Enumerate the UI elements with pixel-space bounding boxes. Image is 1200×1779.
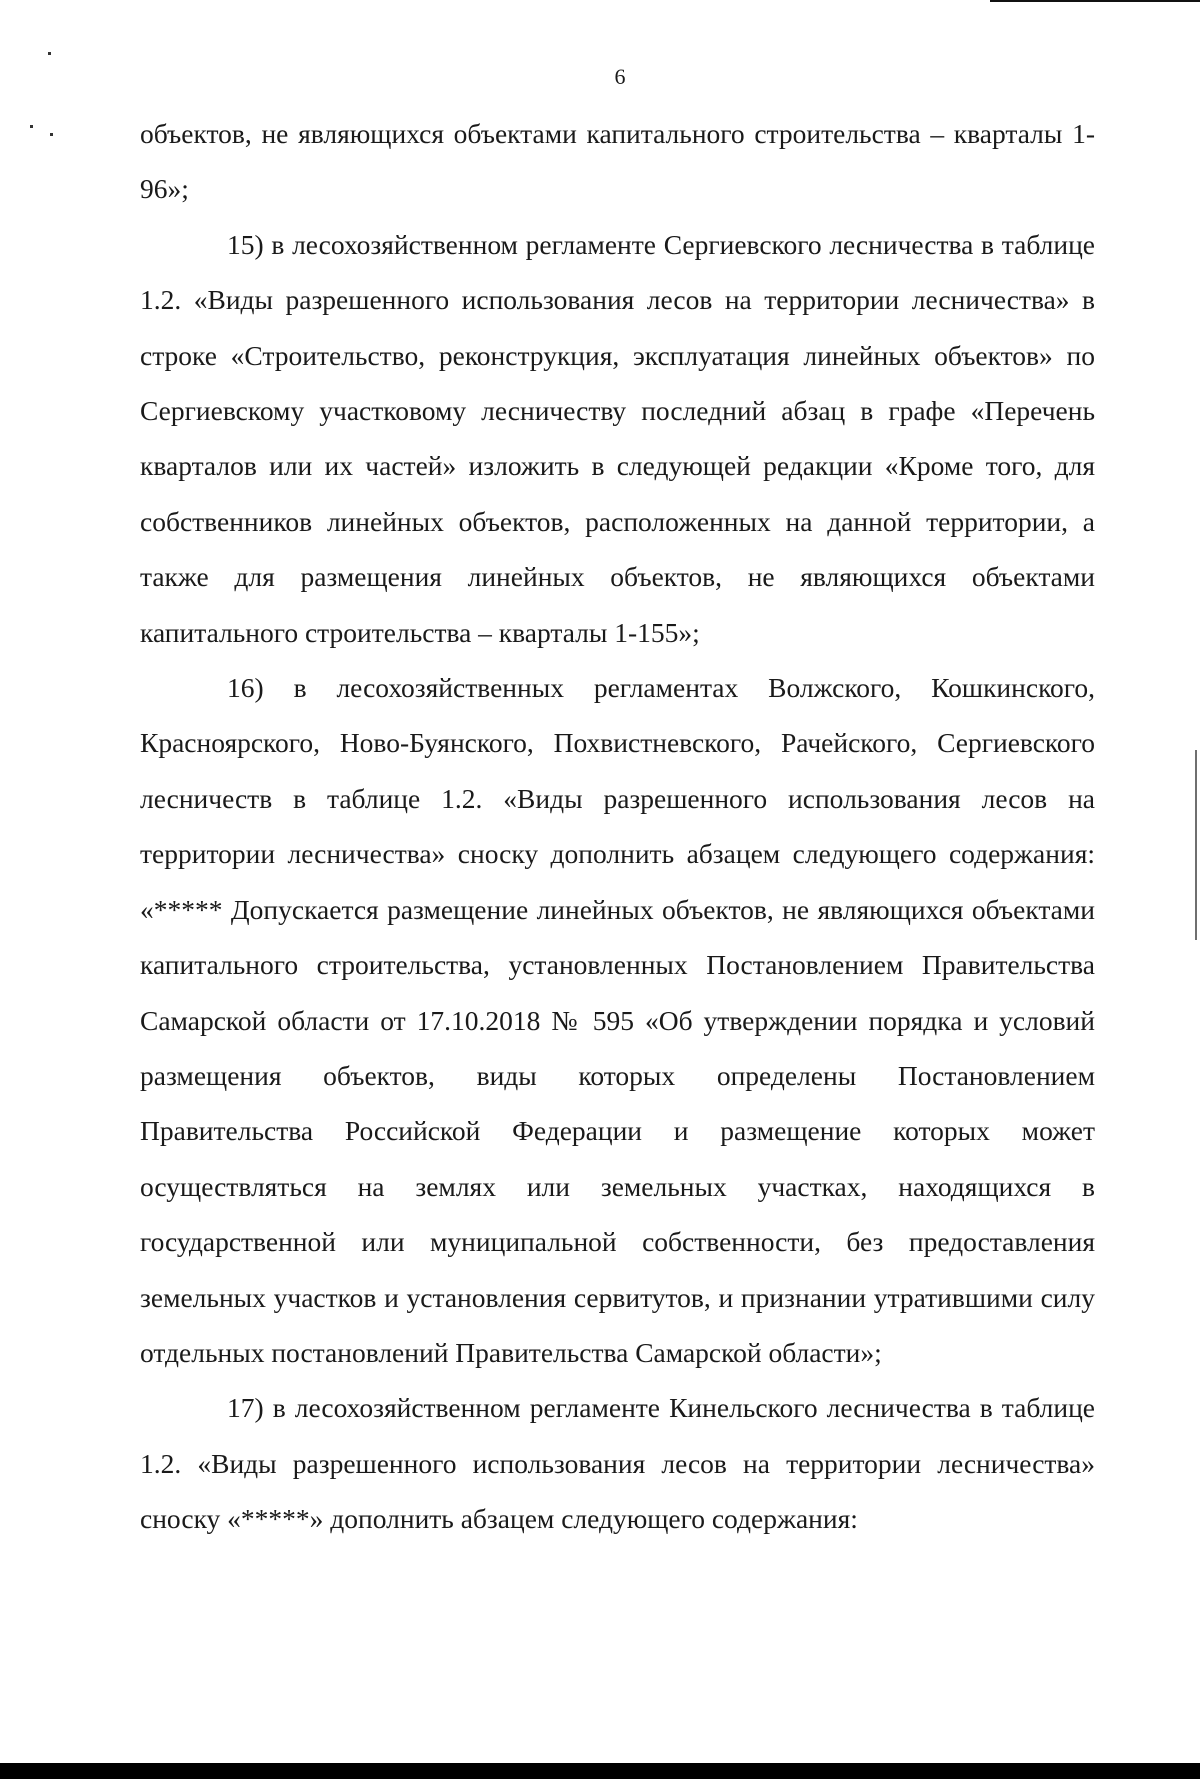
scan-bottom-bar: [0, 1763, 1200, 1779]
scan-speck: [50, 133, 53, 136]
paragraph-item-17: 17) в лесохозяйственном регламенте Кинельского лесничества в таблице 1.2. «Виды разрешенного использования лесов на территории лесничества» сноску «*****» дополнить абзацем следующего содержания:: [140, 1392, 1095, 1535]
paragraph-continuation: объектов, не являющихся объектами капитального строительства – кварталы 1-96»;: [140, 118, 1095, 205]
scan-edge-mark: [1195, 750, 1197, 940]
scan-top-border: [990, 0, 1200, 2]
scan-speck: [30, 125, 33, 128]
paragraph-item-15: 15) в лесохозяйственном регламенте Сергиевского лесничества в таблице 1.2. «Виды разрешенного использования лесов на территории лесничества» в строке «Строительство, реконструкция, эксплуатация линейных объектов» по Сергиевскому участковому лесничеству последний абзац в графе «Перечень кварталов или их частей» изложить в следующей редакции «Кроме того, для собственников линейных объектов, расположенных на данной территории, а также для размещения линейных объектов, не являющихся объектами капитального строительства – кварталы 1-155»;: [140, 228, 1095, 648]
page-number: 6: [614, 64, 626, 89]
document-body: [140, 106, 1095, 1547]
paragraph-item-16: 16) в лесохозяйственных регламентах Волжского, Кошкинского, Красноярского, Ново-Буянского, Похвистневского, Рачейского, Сергиевского лесничеств в таблице 1.2. «Виды разрешенного использования лесов на территории лесничества» сноску дополнить абзацем следующего содержания: «***** Допускается размещение линейных объектов, не являющихся объектами капитального строительства, установленных Постановлением Правительства Самарской области от 17.10.2018 № 595 «Об утверждении порядка и условий размещения объектов, виды которых определены Постановлением Правительства Российской Федерации и размещение которых может осуществляться на землях или земельных участках, находящихся в государственной или муниципальной собственности, без предоставления земельных участков и установления сервитутов, и признании утратившими силу отдельных постановлений Правительства Самарской области»;: [140, 672, 1095, 1368]
scan-speck: [48, 52, 51, 55]
